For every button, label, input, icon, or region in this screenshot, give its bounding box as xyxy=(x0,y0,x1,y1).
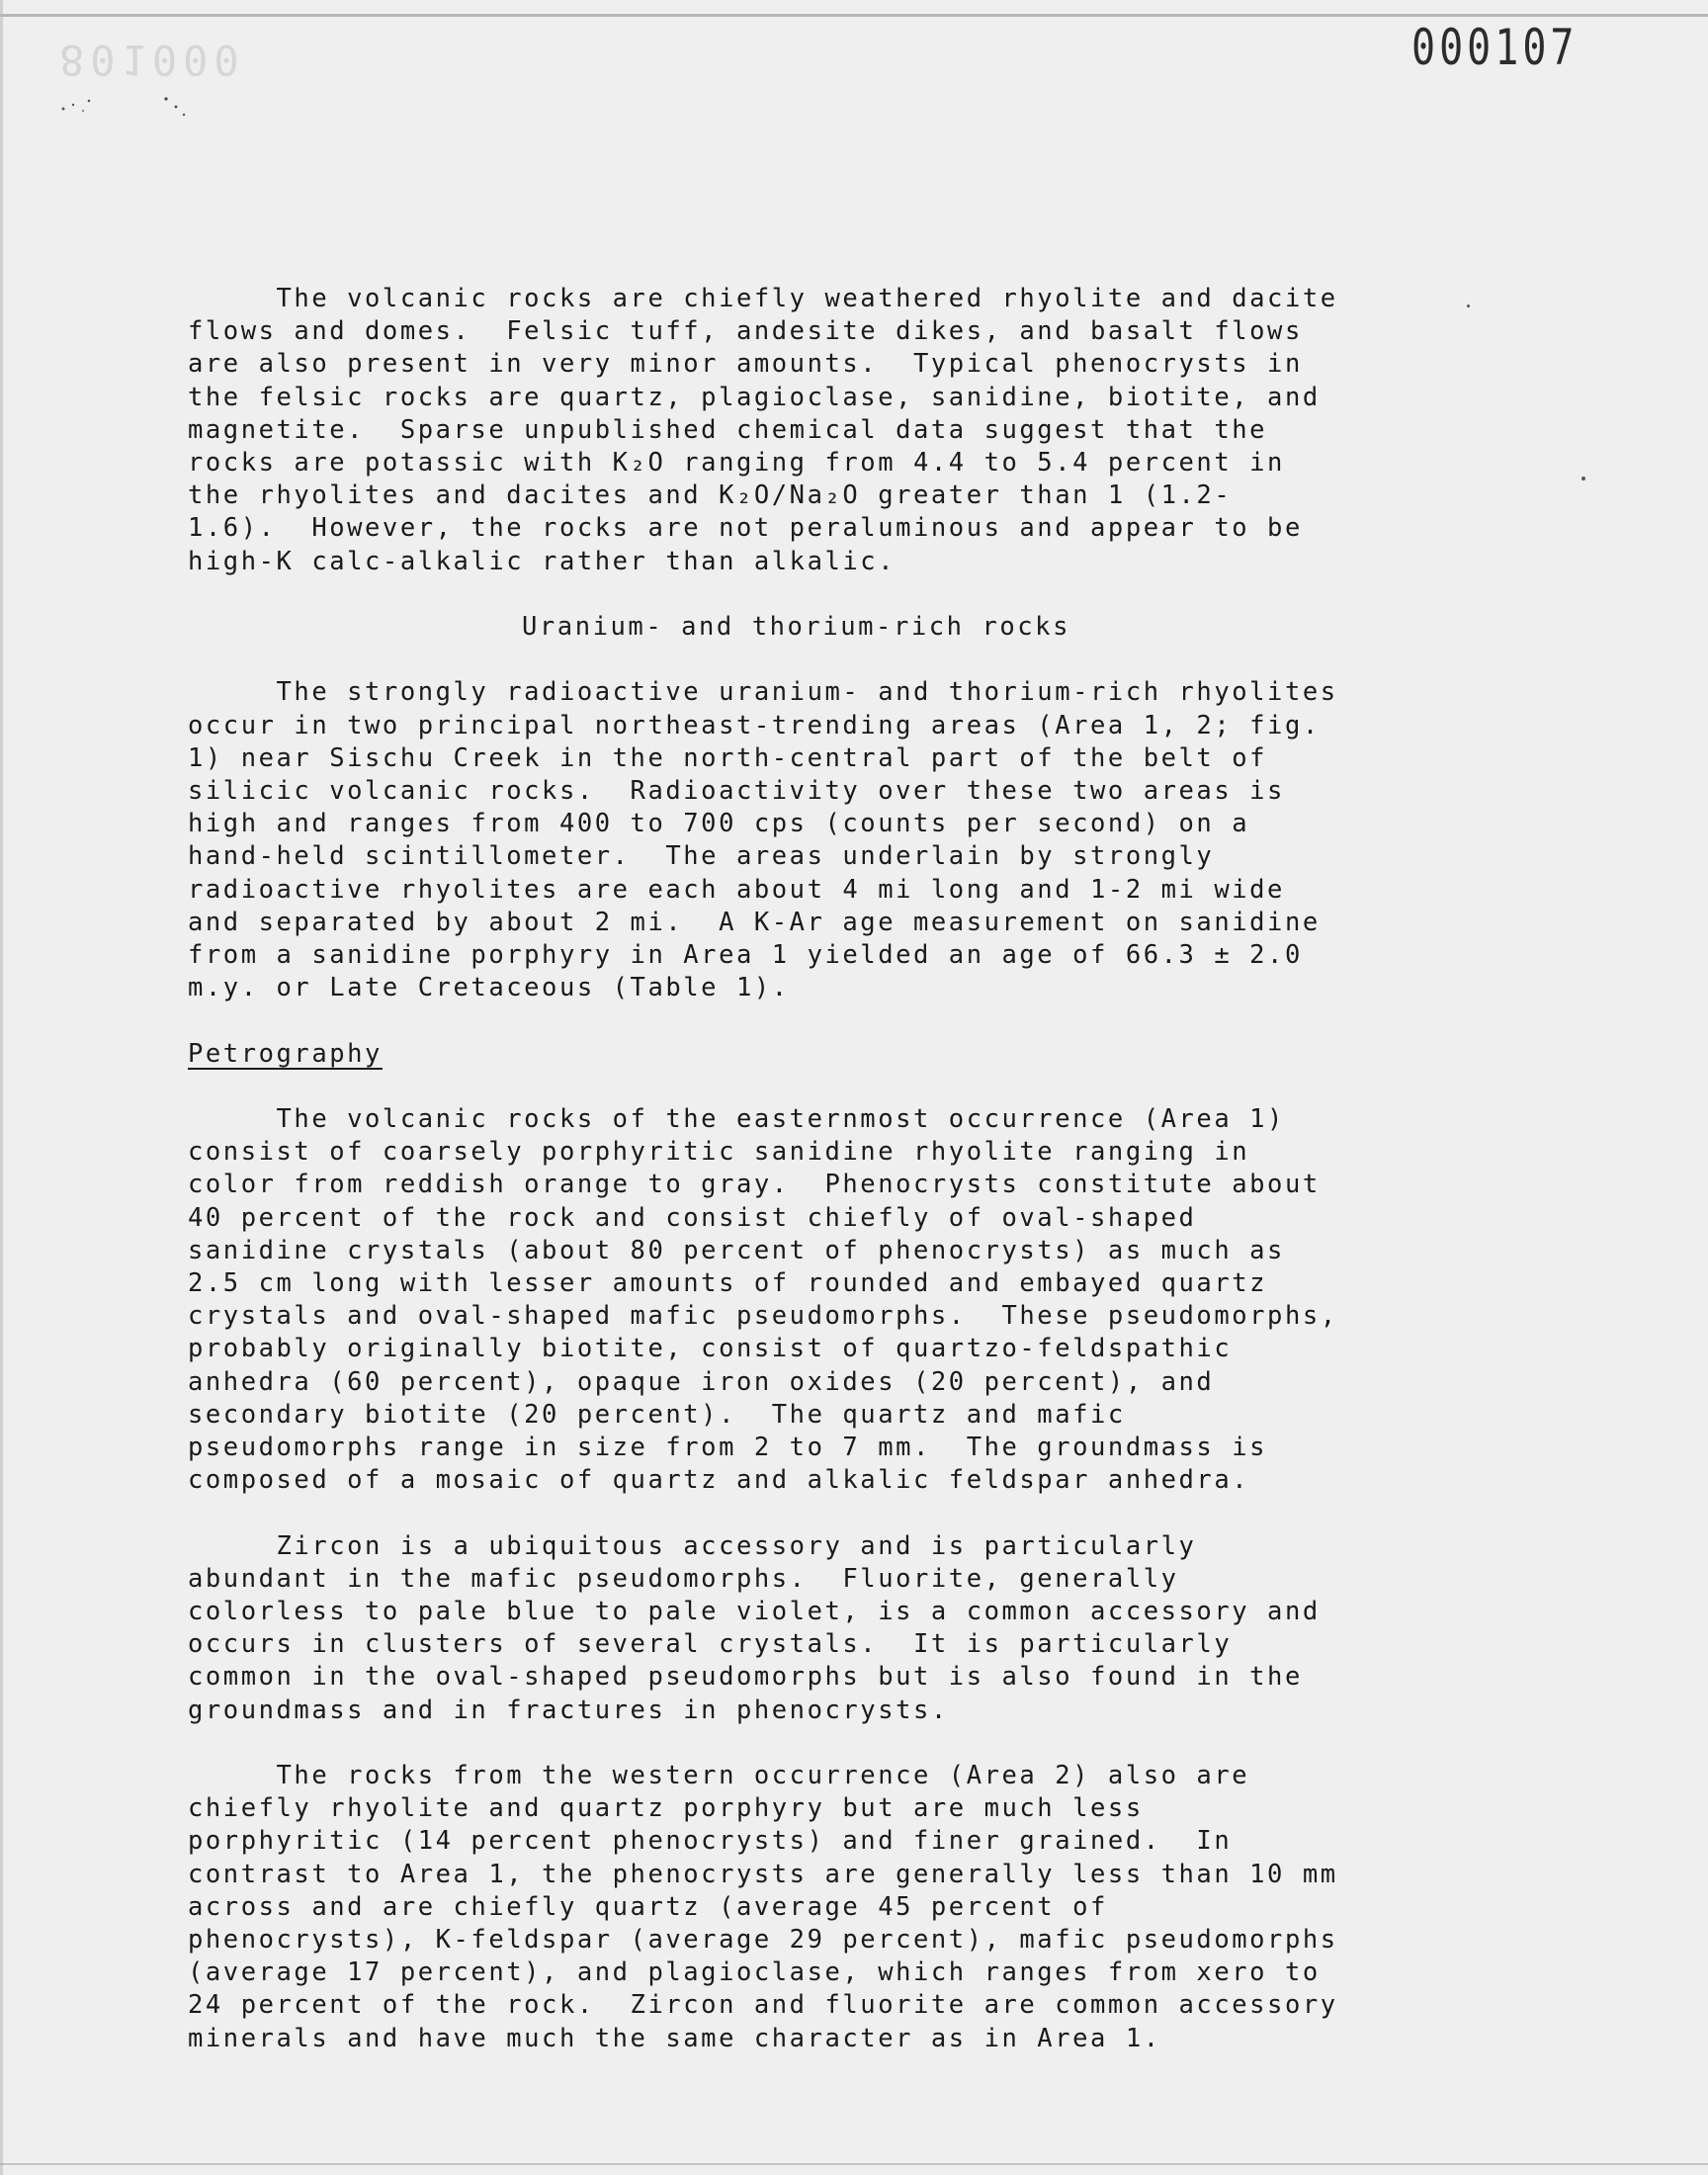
text-line: probably originally biotite, consist of quartzo-feldspathic xyxy=(188,1334,1233,1364)
text-line: are also present in very minor amounts. Typical phenocrysts in xyxy=(188,349,1303,380)
text-line: The strongly radioactive uranium- and thorium-rich rhyolites xyxy=(188,677,1338,708)
scan-bottom-edge xyxy=(0,2163,1708,2165)
text-line: silicic volcanic rocks. Radioactivity over these two areas is xyxy=(188,776,1285,807)
text-line: 40 percent of the rock and consist chiefly of oval-shaped xyxy=(188,1202,1197,1233)
text-line: common in the oval-shaped pseudomorphs but is also found in the xyxy=(188,1662,1303,1693)
text-line: rocks are potassic with K₂O ranging from 4.4 to 5.4 percent in xyxy=(188,448,1285,478)
text-line: sanidine crystals (about 80 percent of phenocrysts) as much as xyxy=(188,1235,1285,1265)
text-line: from a sanidine porphyry in Area 1 yielded an age of 66.3 ± 2.0 xyxy=(188,940,1303,971)
text-line: crystals and oval-shaped mafic pseudomorphs. These pseudomorphs, xyxy=(188,1301,1338,1332)
text-line: The volcanic rocks are chiefly weathered rhyolite and dacite xyxy=(188,284,1338,313)
text-line: pseudomorphs range in size from 2 to 7 mm. The groundmass is xyxy=(188,1433,1268,1463)
page-number: 000107 xyxy=(1411,20,1579,77)
text-line: occur in two principal northeast-trending areas (Area 1, 2; fig. xyxy=(188,710,1321,740)
text-line: high and ranges from 400 to 700 cps (counts per second) on a xyxy=(188,809,1250,839)
text-line: composed of a mosaic of quartz and alkalic feldspar anhedra. xyxy=(188,1465,1250,1496)
text-line: abundant in the mafic pseudomorphs. Fluorite, generally xyxy=(188,1563,1179,1594)
scan-speck xyxy=(1581,477,1585,480)
text-line: hand-held scintillometer. The areas underlain by strongly xyxy=(188,841,1215,872)
show-through-number: 801000 xyxy=(59,36,245,84)
text-line: consist of coarsely porphyritic sanidine rhyolite ranging in xyxy=(188,1137,1250,1168)
text-line: The volcanic rocks of the easternmost occurrence (Area 1) xyxy=(188,1104,1285,1135)
text-line: 1) near Sischu Creek in the north-central part of the belt of xyxy=(188,742,1268,773)
text-line: porphyritic (14 percent phenocrysts) and finer grained. In xyxy=(188,1826,1233,1857)
text-line: minerals and have much the same character as in Area 1. xyxy=(188,2023,1161,2053)
text-line: flows and domes. Felsic tuff, andesite dikes, and basalt flows xyxy=(188,316,1303,347)
text-line: anhedra (60 percent), opaque iron oxides (20 percent), and xyxy=(188,1366,1215,1397)
text-line: colorless to pale blue to pale violet, is a common accessory and xyxy=(188,1597,1321,1627)
text-line: The rocks from the western occurrence (Area 2) also are xyxy=(188,1761,1250,1791)
text-line: secondary biotite (20 percent). The quartz and mafic xyxy=(188,1399,1126,1430)
text-line: contrast to Area 1, the phenocrysts are generally less than 10 mm xyxy=(188,1859,1338,1889)
text-line: high-K calc-alkalic rather than alkalic. xyxy=(188,546,897,576)
text-line: 24 percent of the rock. Zircon and fluorite are common accessory xyxy=(188,1990,1338,2021)
scan-top-edge xyxy=(0,14,1708,17)
text-line: radioactive rhyolites are each about 4 mi long and 1-2 mi wide xyxy=(188,874,1285,905)
text-line: m.y. or Late Cretaceous (Table 1). xyxy=(188,973,790,1003)
text-line: magnetite. Sparse unpublished chemical data suggest that the xyxy=(188,414,1268,445)
text-line: and separated by about 2 mi. A K-Ar age measurement on sanidine xyxy=(188,907,1321,937)
text-line: chiefly rhyolite and quartz porphyry but are much less xyxy=(188,1793,1144,1824)
heading-petrography-text: Petrography xyxy=(188,1038,383,1069)
document-body xyxy=(188,283,1493,2055)
heading-petrography xyxy=(188,1038,1493,1071)
text-line: Zircon is a ubiquitous accessory and is particularly xyxy=(188,1530,1197,1561)
text-line: 1.6). However, the rocks are not peraluminous and appear to be xyxy=(188,513,1303,544)
text-line: the rhyolites and dacites and K₂O/Na₂O greater than 1 (1.2- xyxy=(188,480,1233,511)
text-line: occurs in clusters of several crystals. It is particularly xyxy=(188,1629,1233,1660)
paragraph-zircon xyxy=(188,1530,1493,1727)
text-line: color from reddish orange to gray. Phenocrysts constitute about xyxy=(188,1170,1321,1200)
text-line: across and are chiefly quartz (average 45 percent of xyxy=(188,1891,1108,1922)
paragraph-volcanic-rocks xyxy=(188,283,1493,578)
text-line: the felsic rocks are quartz, plagioclase, sanidine, biotite, and xyxy=(188,382,1321,412)
paragraph-radioactive-rhyolites xyxy=(188,676,1493,1004)
scan-left-edge xyxy=(0,0,3,2175)
heading-uranium-thorium: Uranium- and thorium-rich rocks xyxy=(522,612,1070,643)
text-line: phenocrysts), K-feldspar (average 29 percent), mafic pseudomorphs xyxy=(188,1925,1338,1956)
text-line: (average 17 percent), and plagioclase, which ranges from xero to xyxy=(188,1958,1321,1988)
text-line: 2.5 cm long with lesser amounts of rounded and embayed quartz xyxy=(188,1268,1268,1299)
paragraph-area-1 xyxy=(188,1103,1493,1497)
text-line: groundmass and in fractures in phenocrysts. xyxy=(188,1695,949,1725)
scan-specks xyxy=(43,89,202,129)
paragraph-area-2 xyxy=(188,1760,1493,2055)
